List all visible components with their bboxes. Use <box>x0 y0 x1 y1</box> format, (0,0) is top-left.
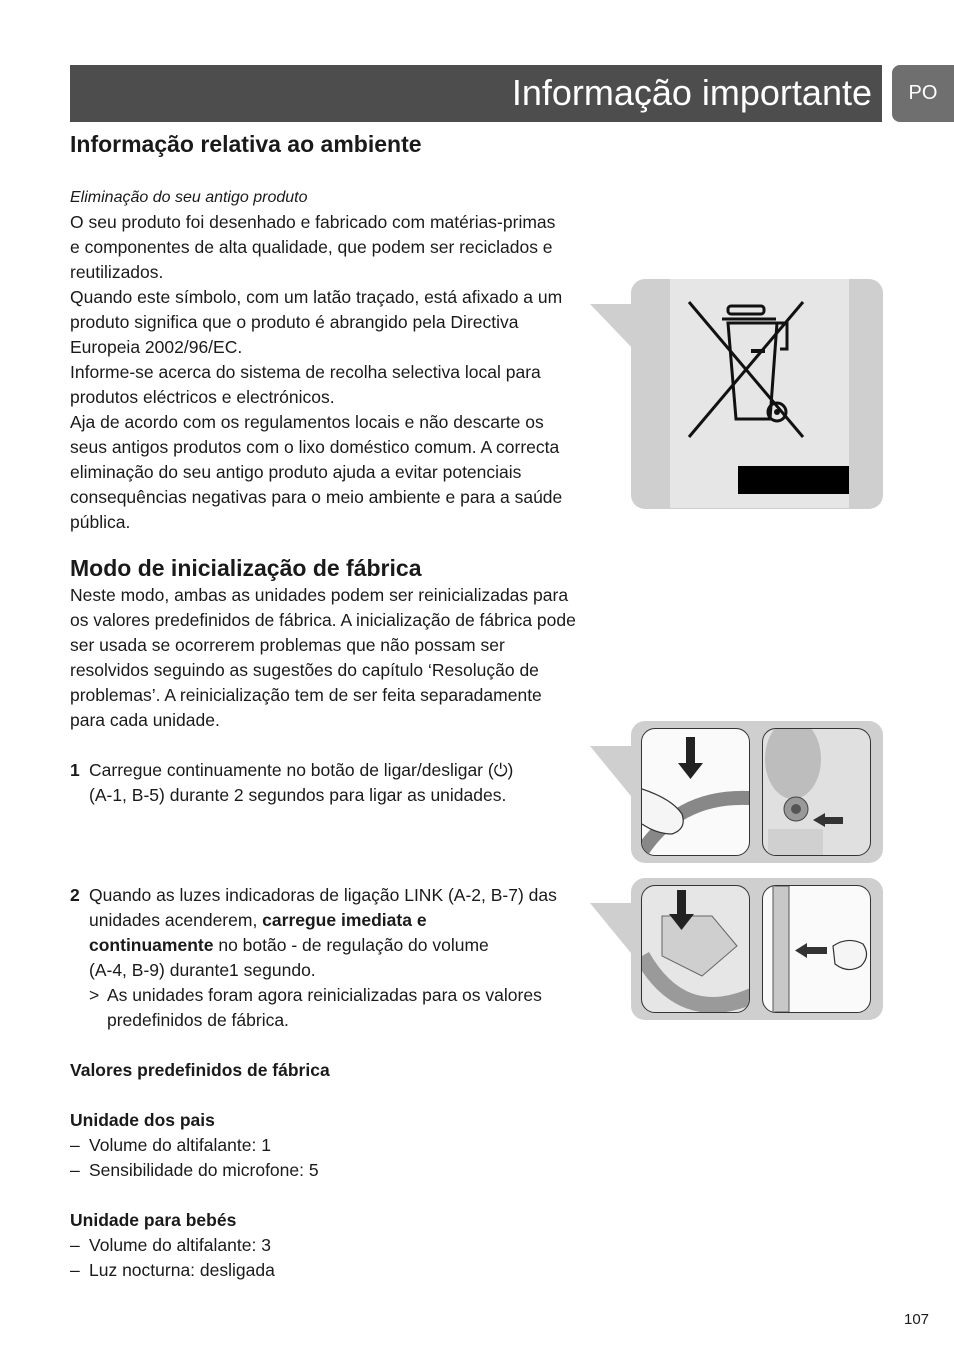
defaults-heading: Valores predefinidos de fábrica <box>70 1060 330 1080</box>
dash: – <box>70 1135 80 1155</box>
parent-unit-heading: Unidade dos pais <box>70 1110 215 1130</box>
step-text: no botão - de regulação do volume <box>213 935 489 955</box>
text-line: pública. <box>70 512 131 532</box>
result-marker: > <box>89 985 100 1005</box>
text-line: resolvidos seguindo as sugestões do capítulo ‘Resolução de <box>70 660 539 680</box>
step-line: Carregue continuamente no botão de ligar/desligar (⏻) <box>89 760 514 780</box>
page-number: 107 <box>904 1311 930 1328</box>
text-line: Europeia 2002/96/EC. <box>70 337 243 357</box>
illustration-volume-baby <box>762 885 871 1013</box>
text-line: consequências negativas para o meio ambiente e para a saúde <box>70 487 563 507</box>
step-line: (A-4, B-9) durante1 segundo. <box>89 960 316 980</box>
step-line: (A-1, B-5) durante 2 segundos para ligar as unidades. <box>89 785 507 805</box>
text-line: Informe-se acerca do sistema de recolha selectiva local para <box>70 362 541 382</box>
step-result <box>89 983 610 1033</box>
list-item: – Volume do altifalante: 1 <box>70 1133 610 1158</box>
section-heading-environment: Informação relativa ao ambiente <box>70 131 422 157</box>
step-line <box>89 933 610 958</box>
text-line: produto significa que o produto é abrangido pela Directiva <box>70 312 519 332</box>
text-line: seus antigos produtos com o lixo doméstico comum. A correcta <box>70 437 560 457</box>
section-factory-reset <box>70 553 610 1283</box>
step-number: 1 <box>70 760 80 780</box>
text-line: eliminação do seu antigo produto ajuda a evitar potenciais <box>70 462 522 482</box>
text-line: Aja de acordo com os regulamentos locais e não descarte os <box>70 412 544 432</box>
result-line: As unidades foram agora reinicializadas para os valores <box>107 985 542 1005</box>
step-text-bold: carregue imediata e <box>262 910 427 930</box>
environment-text <box>70 210 610 535</box>
list-item: – Luz nocturna: desligada <box>70 1258 610 1283</box>
text-line: para cada unidade. <box>70 710 220 730</box>
text-line: produtos eléctricos e electrónicos. <box>70 387 335 407</box>
text-line: e componentes de alta qualidade, que podem ser reciclados e <box>70 237 553 257</box>
weee-symbol-panel <box>631 279 883 509</box>
illustration-volume-parent <box>641 885 750 1013</box>
text-line: O seu produto foi desenhado e fabricado com matérias-primas <box>70 212 556 232</box>
dash: – <box>70 1260 80 1280</box>
black-bar <box>738 466 849 494</box>
text-line: problemas’. A reinicialização tem de ser feita separadamente <box>70 685 542 705</box>
illustration-press-power <box>641 728 750 856</box>
text-line: os valores predefinidos de fábrica. A inicialização de fábrica pode <box>70 610 576 630</box>
header-bar <box>70 65 882 122</box>
result-line: predefinidos de fábrica. <box>107 1010 289 1030</box>
step-1 <box>70 758 610 808</box>
illustration-device-top <box>762 728 871 856</box>
step-line <box>89 908 610 933</box>
subheading-disposal: Eliminação do seu antigo produto <box>70 189 308 206</box>
dash: – <box>70 1160 80 1180</box>
weee-symbol-box <box>670 279 849 508</box>
step-2 <box>70 883 610 1033</box>
page-title: Informação importante <box>511 72 872 113</box>
step-line: Quando as luzes indicadoras de ligação LINK (A-2, B-7) das <box>89 885 557 905</box>
step2-illustration-panel <box>631 878 883 1020</box>
step-text: unidades acenderem, <box>89 910 263 930</box>
step-number: 2 <box>70 885 80 905</box>
section-heading-factory-reset: Modo de inicialização de fábrica <box>70 555 422 581</box>
section-environment <box>70 129 610 535</box>
baby-unit-heading: Unidade para bebés <box>70 1210 237 1230</box>
step-text-bold: continuamente <box>89 935 214 955</box>
factory-reset-text <box>70 583 610 733</box>
text-line: Neste modo, ambas as unidades podem ser reinicializadas para <box>70 585 569 605</box>
text-line: ser usada se ocorrerem problemas que não possam ser <box>70 635 505 655</box>
step1-illustration-panel <box>631 721 883 863</box>
list-item: – Volume do altifalante: 3 <box>70 1233 610 1258</box>
list-item: – Sensibilidade do microfone: 5 <box>70 1158 610 1183</box>
dash: – <box>70 1235 80 1255</box>
text-line: reutilizados. <box>70 262 164 282</box>
text-line: Quando este símbolo, com um latão traçado, está afixado a um <box>70 287 563 307</box>
language-tab: PO <box>892 65 954 122</box>
